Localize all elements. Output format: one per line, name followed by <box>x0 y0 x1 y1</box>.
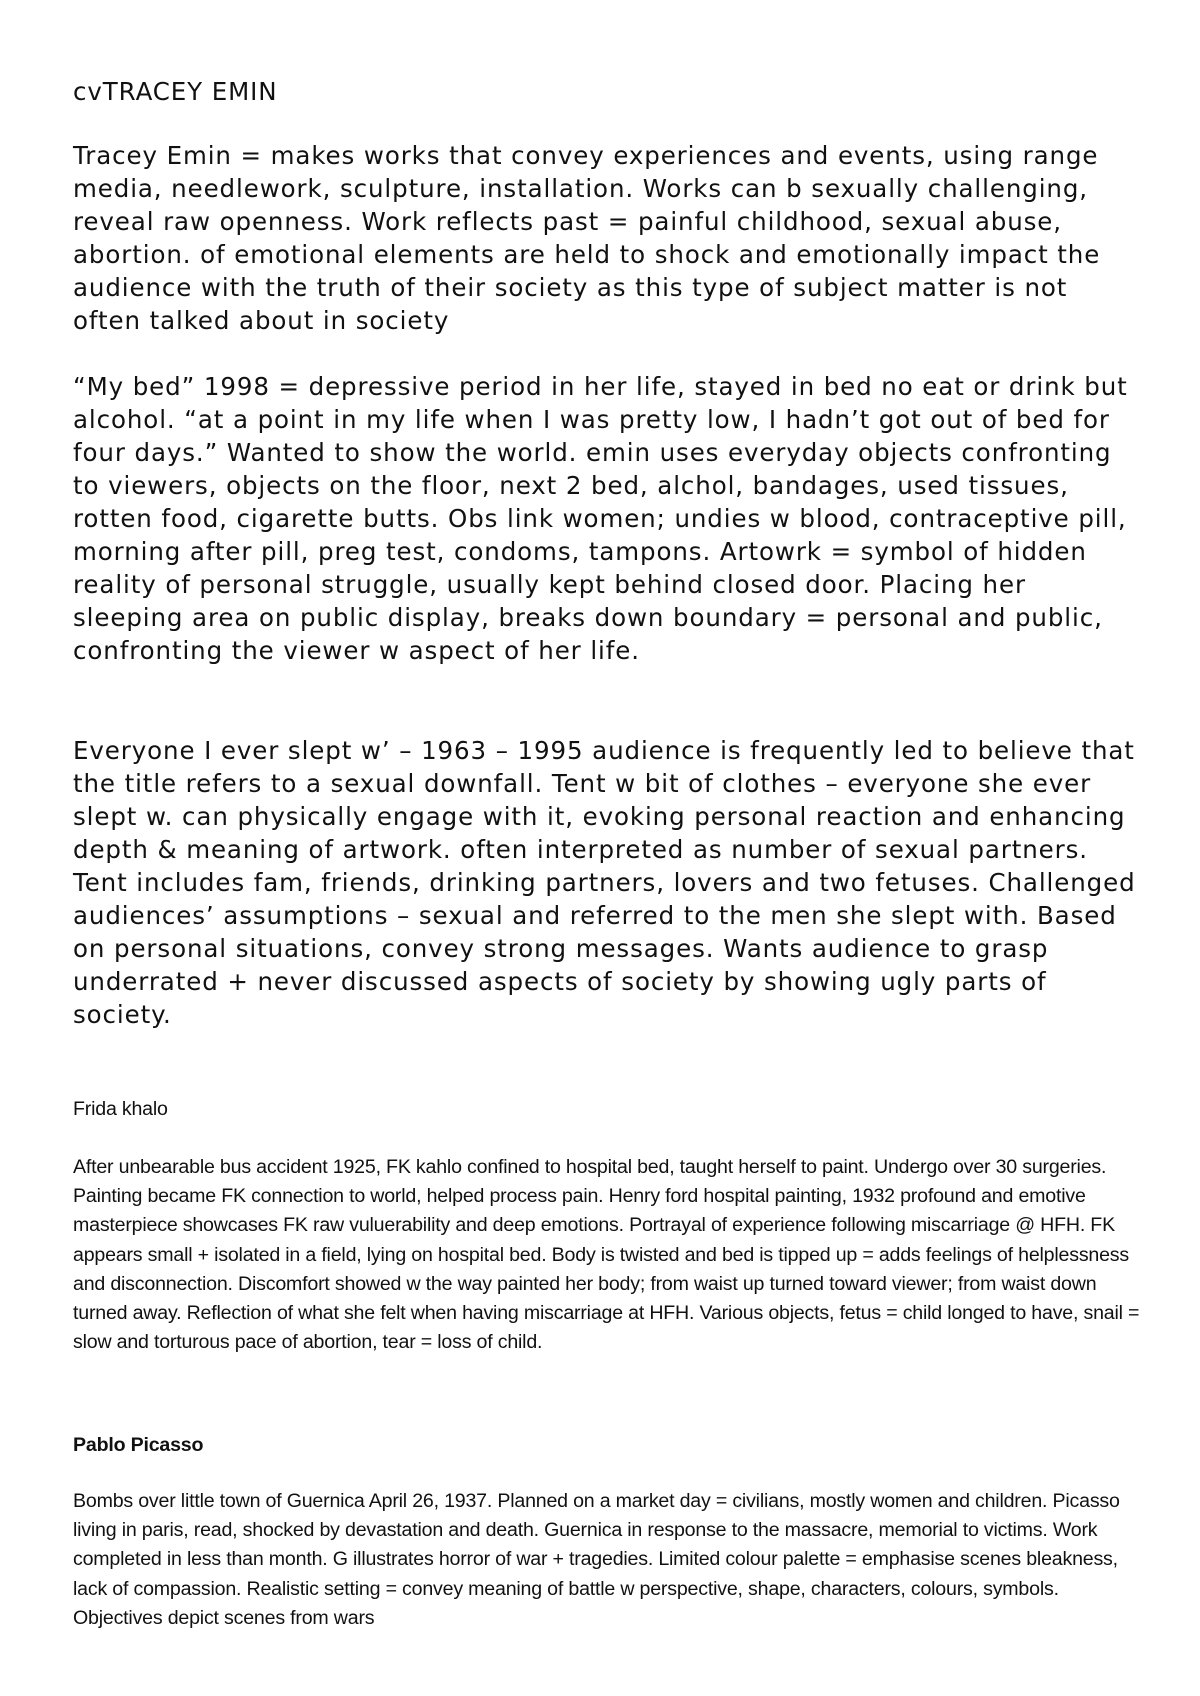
heading-frida-khalo: Frida khalo <box>73 1098 168 1120</box>
paragraph-frida-khalo: After unbearable bus accident 1925, FK kahlo confined to hospital bed, taught herself to paint. Undergo over 30 surgeries. Painting became FK connection to world, helped process pain. Henry ford hospital painting, 1932 profound and emotive masterpiece showcases FK raw vuluerability and deep emotions. Portrayal of experience following miscarriage @ HFH. FK appears small + isolated in a field, lying on hospital bed. Body is twisted and bed is tipped up = adds feelings of helplessness and disconnection. Discomfort showed w the way painted her body; from waist up turned toward viewer; from waist down turned away. Reflection of what she felt when having miscarriage at HFH. Various objects, fetus = child longed to have, snail = slow and torturous pace of abortion, tear = loss of child. <box>73 1156 1140 1354</box>
heading-pablo-picasso: Pablo Picasso <box>73 1434 204 1456</box>
paragraph-everyone-i-ever-slept-with: Everyone I ever slept w’ – 1963 – 1995 audience is frequently led to believe that the title refers to a sexual downfall. Tent w bit of clothes – everyone she ever slept w. can physically engage with it, evoking personal reaction and enhancing depth & meaning of artwork. often interpreted as number of sexual partners. Tent includes fam, friends, drinking partners, lovers and two fetuses. Challenged audiences’ assumptions – sexual and referred to the men she slept with. Based on personal situations, convey strong messages. Wants audience to grasp underrated + never discussed aspects of society by showing ugly parts of society. <box>73 736 1136 1029</box>
paragraph-pablo-picasso: Bombs over little town of Guernica April 26, 1937. Planned on a market day = civilians, mostly women and children. Picasso living in paris, read, shocked by devastation and death. Guernica in response to the massacre, memorial to victims. Work completed in less than month. G illustrates horror of war + tragedies. Limited colour palette = emphasise scenes bleakness, lack of compassion. Realistic setting = convey meaning of battle w perspective, shape, characters, colours, symbols. Objectives depict scenes from wars <box>73 1490 1120 1629</box>
paragraph-my-bed: “My bed” 1998 = depressive period in her life, stayed in bed no eat or drink but alcohol. “at a point in my life when I was pretty low, I hadn’t got out of bed for four days.” Wanted to show the world. emin uses everyday objects confronting to viewers, objects on the floor, next 2 bed, alchol, bandages, used tissues, rotten food, cigarette butts. Obs link women; undies w blood, contraceptive pill, morning after pill, preg test, condoms, tampons. Artowrk = symbol of hidden reality of personal struggle, usually kept behind closed door. Placing her sleeping area on public display, breaks down boundary = personal and public, confronting the viewer w aspect of her life. <box>73 372 1128 665</box>
document-title: cvTRACEY EMIN <box>73 77 278 106</box>
paragraph-emin-intro: Tracey Emin = makes works that convey experiences and events, using range media, needlework, sculpture, installation. Works can b sexually challenging, reveal raw openness. Work reflects past = painful childhood, sexual abuse, abortion. of emotional elements are held to shock and emotionally impact the audience with the truth of their society as this type of subject matter is not often talked about in society <box>73 141 1101 335</box>
